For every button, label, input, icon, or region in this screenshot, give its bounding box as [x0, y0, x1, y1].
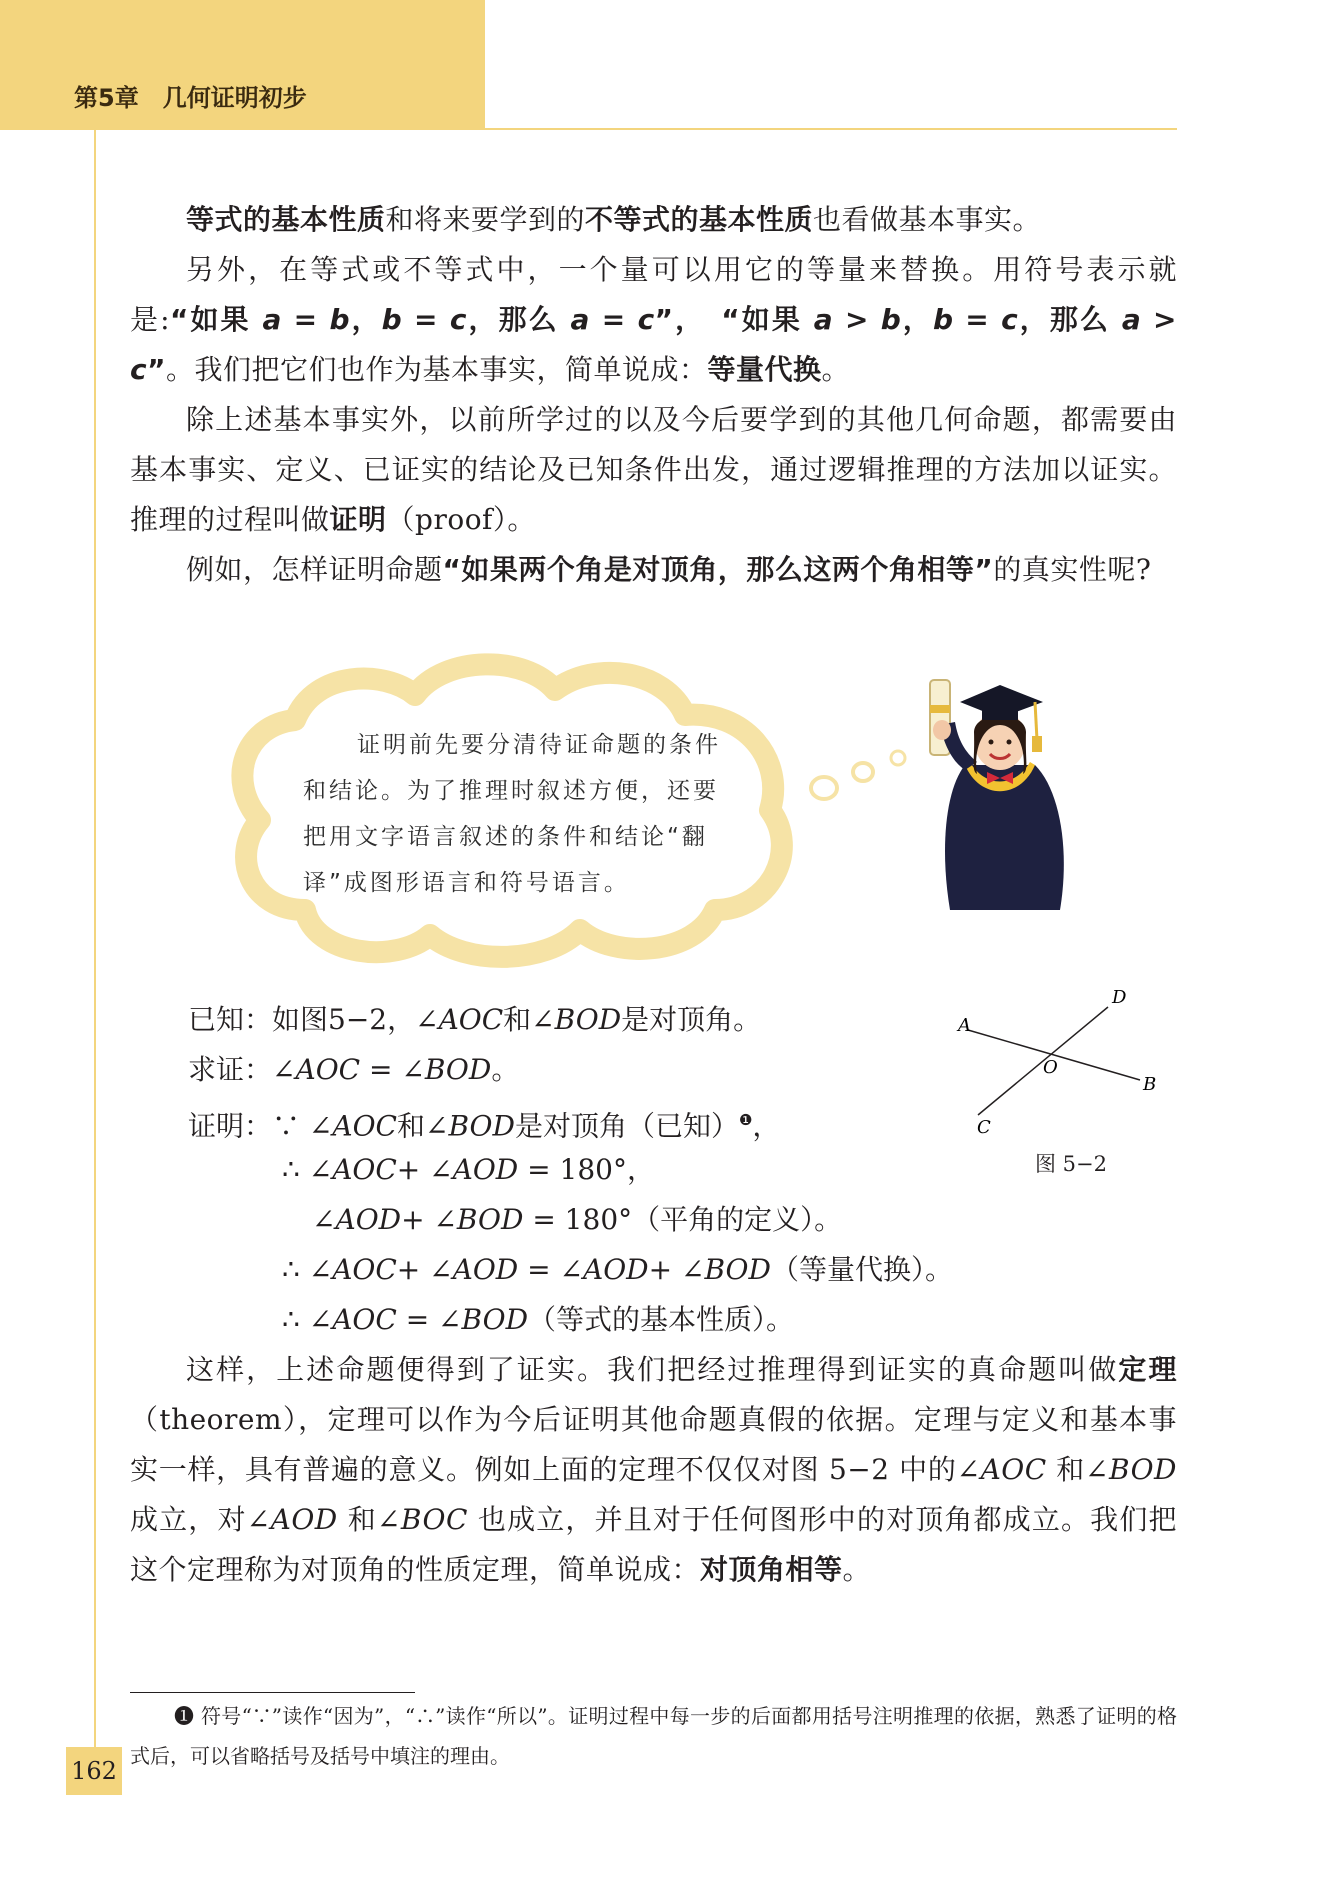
- proof-step-2: [282, 1145, 655, 1195]
- footnote-rule: [130, 1692, 415, 1693]
- proof-step-1: [188, 1095, 780, 1151]
- text-run: AOD: [452, 1253, 519, 1286]
- header-rule: [485, 128, 1177, 130]
- text-run: 和将来要学到的: [385, 203, 586, 236]
- text-run: AOC: [332, 1109, 397, 1143]
- text-run: 和∠: [337, 1503, 401, 1536]
- text-run: （proof）。: [386, 503, 536, 536]
- paragraph-2: [130, 245, 1177, 395]
- text-run: + ∠: [396, 1153, 453, 1186]
- text-run: 求证：∠: [188, 1053, 296, 1086]
- chapter-header: [74, 78, 307, 113]
- text-run: 定理: [1118, 1353, 1177, 1386]
- text-run: =: [402, 303, 450, 336]
- text-run: 成立，对∠: [130, 1503, 271, 1536]
- proof-step-4: [282, 1245, 953, 1295]
- text-run: = ∠: [396, 1303, 462, 1336]
- text-run: AOC: [332, 1303, 397, 1336]
- text-run: ”， “如果: [654, 303, 814, 336]
- text-run: AOC: [438, 1003, 504, 1036]
- thought-bubble-dot-small: [888, 748, 908, 768]
- text-run: AOC: [332, 1153, 397, 1186]
- text-run: ，那么: [466, 303, 571, 336]
- text-run: a: [570, 303, 590, 336]
- text-run: ∴ ∠: [282, 1303, 333, 1336]
- figure-5-2-diagram: [950, 985, 1165, 1135]
- text-run: AOC: [980, 1453, 1047, 1486]
- text-run: b: [932, 303, 954, 336]
- text-run: 证明: [329, 503, 387, 536]
- text-run: （theorem），定理可以作为今后证明其他命题真假的依据。定理与定义和基本事实一样，具有普遍的意义。例如上面的定理不仅仅对图 5−2 中的∠: [130, 1403, 1177, 1486]
- text-run: AOD: [335, 1203, 402, 1236]
- text-run: 对顶角相等: [700, 1553, 843, 1586]
- text-run: = 180°（平角的定义）。: [523, 1203, 843, 1236]
- paragraph-3: [130, 395, 1177, 545]
- text-run: BOC: [400, 1503, 468, 1536]
- text-run: 这样，上述命题便得到了证实。我们把经过推理得到证实的真命题叫做: [186, 1353, 1119, 1386]
- text-run: a: [1121, 303, 1142, 336]
- text-run: b: [381, 303, 403, 336]
- text-run: 例如，怎样证明命题: [186, 553, 443, 586]
- text-run: ，: [752, 1109, 781, 1143]
- text-run: ，: [350, 303, 382, 336]
- text-run: ∠: [312, 1203, 336, 1236]
- chapter-title: 几何证明初步: [162, 84, 307, 112]
- label-b: B: [1143, 1074, 1157, 1095]
- text-run: c: [1001, 303, 1019, 336]
- text-run: 。: [821, 353, 851, 386]
- text-run: “如果: [170, 303, 263, 336]
- graduate-girl-illustration: [925, 670, 1075, 910]
- text-run: 也看做基本事实。: [813, 203, 1042, 236]
- text-run: BOD: [448, 1109, 515, 1143]
- text-run: 是对顶角。: [621, 1003, 762, 1036]
- text-run: >: [1141, 303, 1177, 336]
- text-run: BOD: [456, 1203, 524, 1236]
- label-o: O: [1043, 1057, 1058, 1078]
- conclusion-paragraph: [130, 1345, 1177, 1595]
- text-run: 的真实性呢?: [993, 553, 1152, 586]
- text-run: ，那么: [1018, 303, 1122, 336]
- footnote: ❶ 符号“∵”读作“因为”，“∴”读作“所以”。证明过程中每一步的后面都用括号注明推理的依据，熟悉了证明的格式后，可以省略括号及括号中填注的理由。: [130, 1704, 1177, 1768]
- text-run: 和∠: [1046, 1453, 1109, 1486]
- text-run: 。: [842, 1553, 872, 1586]
- text-run: ”: [147, 353, 167, 386]
- text-run: = ∠: [360, 1053, 425, 1086]
- text-run: c: [130, 353, 148, 386]
- margin-rule: [94, 130, 96, 1750]
- text-run: AOD: [270, 1503, 338, 1536]
- text-run: BOD: [554, 1003, 622, 1036]
- text-run: + ∠: [401, 1203, 457, 1236]
- proof-to-prove: [188, 1045, 519, 1095]
- text-run: （等式的基本性质）。: [528, 1303, 795, 1336]
- label-d: D: [1112, 987, 1127, 1008]
- text-run: 已知：如图5−2，∠: [188, 1003, 439, 1036]
- proof-given: [188, 995, 761, 1045]
- paragraph-1: [130, 195, 1177, 245]
- text-run: ∴ ∠: [282, 1253, 333, 1286]
- text-run: 等式的基本性质: [186, 203, 386, 236]
- text-run: 和∠: [396, 1109, 449, 1143]
- text-run: 证明：∵ ∠: [188, 1109, 333, 1143]
- text-run: AOD: [582, 1253, 649, 1286]
- text-run: 和∠: [503, 1003, 555, 1036]
- text-run: c: [637, 303, 655, 336]
- text-run: b: [880, 303, 902, 336]
- text-run: 等量代换: [707, 353, 822, 386]
- text-run: “如果两个角是对顶角，那么这两个角相等”: [442, 553, 994, 586]
- text-run: 另外，在等式或不等式中，一个量可以用它的等量来替换。用符号表示就是:: [130, 253, 1177, 336]
- paragraph-4: [130, 545, 1177, 595]
- text-run: 不等式的基本性质: [585, 203, 814, 236]
- label-a: A: [958, 1015, 971, 1036]
- text-run: AOC: [332, 1253, 397, 1286]
- text-run: AOD: [452, 1153, 519, 1186]
- text-run: c: [449, 303, 467, 336]
- text-run: = ∠: [518, 1253, 583, 1286]
- page-number: 162: [66, 1747, 122, 1795]
- text-run: 。: [491, 1053, 520, 1086]
- text-run: + ∠: [396, 1253, 453, 1286]
- text-run: b: [329, 303, 351, 336]
- text-run: a: [262, 303, 282, 336]
- text-run: a: [813, 303, 834, 336]
- text-run: =: [953, 303, 1002, 336]
- thought-bubble-dot-medium: [850, 760, 876, 784]
- thought-bubble-text: 证明前先要分清待证命题的条件和结论。为了推理时叙述方便，还要把用文字语言叙述的条件和结论“翻译”成图形语言和符号语言。: [303, 732, 721, 896]
- chapter-number: 第5章: [74, 84, 139, 112]
- text-run: 是对顶角（已知）: [514, 1109, 739, 1143]
- text-run: （等量代换）。: [770, 1253, 953, 1286]
- text-run: BOD: [1109, 1453, 1177, 1486]
- text-run: + ∠: [648, 1253, 705, 1286]
- proof-step-5: [282, 1295, 794, 1345]
- text-run: AOC: [295, 1053, 361, 1086]
- text-run: =: [589, 303, 638, 336]
- text-run: >: [833, 303, 881, 336]
- text-run: = 180°，: [518, 1153, 655, 1186]
- text-run: =: [281, 303, 330, 336]
- label-c: C: [977, 1117, 991, 1135]
- text-run: ，: [901, 303, 933, 336]
- text-run: ❶: [738, 1111, 753, 1129]
- text-run: 除上述基本事实外，以前所学过的以及今后要学到的其他几何命题，都需要由基本事实、定义、已证实的结论及已知条件出发，通过逻辑推理的方法加以证实。推理的过程叫做: [130, 403, 1177, 536]
- text-run: 也成立，并且对于任何图形中的对顶角都成立。我们把这个定理称为对顶角的性质定理，简单说成：: [130, 1503, 1177, 1586]
- thought-bubble-dot-large: [808, 773, 840, 803]
- text-run: BOD: [461, 1303, 529, 1336]
- figure-caption: 图 5−2: [1035, 1152, 1107, 1176]
- proof-step-3: [312, 1195, 842, 1245]
- text-run: ∴ ∠: [282, 1153, 333, 1186]
- text-run: BOD: [424, 1053, 492, 1086]
- text-run: 。我们把它们也作为基本事实，简单说成：: [166, 353, 708, 386]
- text-run: BOD: [704, 1253, 771, 1286]
